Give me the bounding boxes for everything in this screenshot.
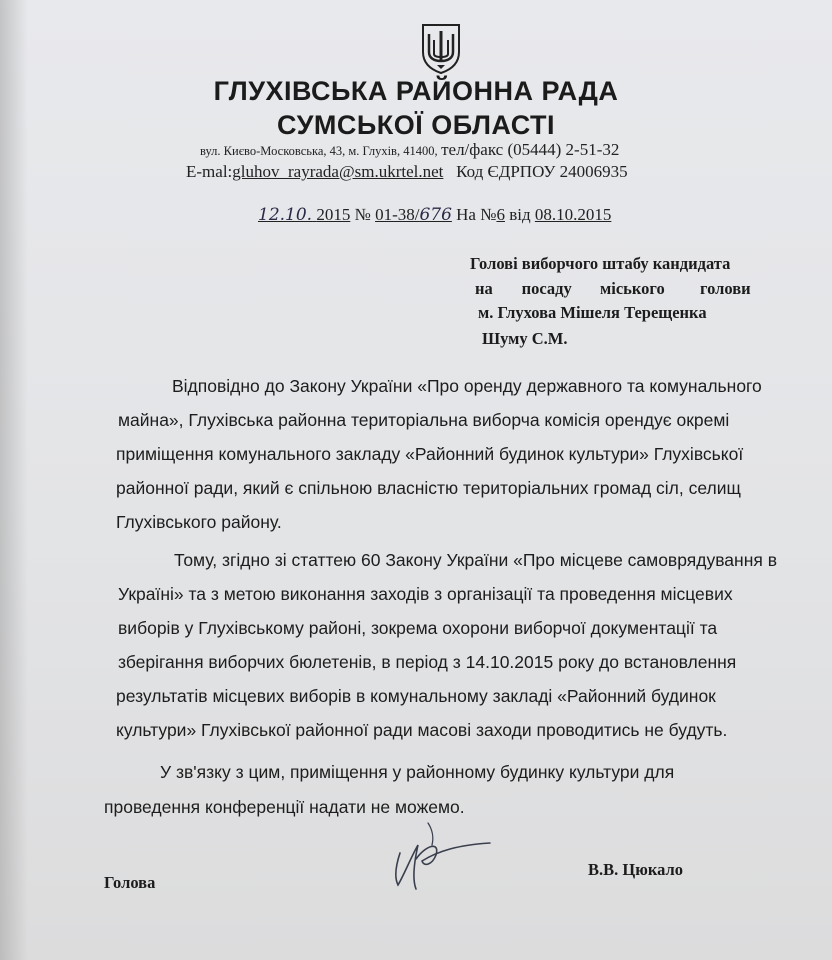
number-prefix: 01-38/ bbox=[375, 205, 420, 224]
from-label: від bbox=[509, 205, 531, 224]
paragraph1-line4: районної ради, який є спільною власністю територіальних громад сіл, селищ bbox=[116, 478, 741, 498]
phone-fax: тел/факс (05444) 2-51-32 bbox=[441, 140, 620, 159]
handwritten-signature bbox=[378, 815, 508, 895]
paragraph3-line1: У зв'язку з цим, приміщення у районному будинку культури для bbox=[160, 762, 675, 782]
email-label: E-mal: bbox=[186, 162, 233, 181]
signer-name: В.В. Цюкало bbox=[588, 860, 683, 879]
signer-position: Голова bbox=[104, 873, 156, 892]
org-name-line2: СУМСЬКОЇ ОБЛАСТІ bbox=[276, 110, 556, 140]
paragraph2-line6: культури» Глухівської районної ради масові заходи проводитись не будуть. bbox=[116, 720, 728, 740]
recipient-line1: Голові виборчого штабу кандидата bbox=[470, 254, 731, 273]
outgoing-year: 2015 bbox=[316, 205, 351, 224]
recipient-word-miskoho: міського bbox=[600, 279, 665, 298]
recipient-line3: м. Глухова Мішеля Терещенка bbox=[478, 303, 707, 322]
recipient-word-holovy: голови bbox=[700, 279, 751, 298]
paragraph2-line5: результатів місцевих виборів в комунальному закладі «Районний будинок bbox=[116, 686, 716, 706]
paragraph2-line1: Тому, згідно зі статтею 60 Закону України «Про місцеве самоврядування в bbox=[174, 550, 777, 570]
number-label: № bbox=[354, 205, 371, 224]
reference-line bbox=[258, 205, 611, 225]
email-line bbox=[186, 162, 628, 182]
in-reply-date: 08.10.2015 bbox=[534, 205, 612, 224]
paragraph1-line1: Відповідно до Закону України «Про оренду державного та комунального bbox=[172, 376, 762, 396]
recipient-word-posadu: посаду bbox=[521, 279, 572, 298]
in-reply-label: На № bbox=[456, 205, 497, 224]
paragraph2-line2: Україні» та з метою виконання заходів з організації та проведення місцевих bbox=[118, 584, 733, 604]
paragraph2-line3: виборів у Глухівському районі, зокрема охорони виборчої документації та bbox=[118, 618, 718, 638]
paragraph1-line2: майна», Глухівська районна територіальна виборча комісія орендує окремі bbox=[118, 410, 730, 430]
email-link[interactable]: gluhov_rayrada@sm.ukrtel.net bbox=[232, 162, 444, 181]
recipient-line4: Шуму С.М. bbox=[482, 329, 568, 348]
in-reply-number: 6 bbox=[496, 205, 505, 224]
recipient-line2-part1 bbox=[475, 279, 572, 299]
paragraph2-line4: зберігання виборчих бюлетенів, в період з 14.10.2015 року до встановлення bbox=[118, 652, 737, 672]
paragraph3-line2: проведення конференції надати не можемо. bbox=[104, 797, 465, 817]
page-shadow bbox=[0, 0, 28, 960]
recipient-word-na: на bbox=[475, 279, 493, 298]
handwritten-date: 12.10. bbox=[258, 205, 313, 225]
address-line bbox=[200, 140, 619, 160]
edrpou-code: Код ЄДРПОУ 24006935 bbox=[456, 162, 628, 181]
trident-coat-of-arms-icon bbox=[420, 22, 462, 74]
org-name-line1: ГЛУХІВСЬКА РАЙОННА РАДА bbox=[213, 76, 619, 106]
postal-address: вул. Києво-Московська, 43, м. Глухів, 41400, bbox=[200, 144, 438, 158]
outgoing-number bbox=[375, 205, 452, 224]
outgoing-date bbox=[258, 205, 350, 224]
paragraph1-line3: приміщення комунального закладу «Районний будинок культури» Глухівської bbox=[116, 444, 744, 464]
paragraph1-line5: Глухівського району. bbox=[116, 512, 282, 532]
handwritten-number: 676 bbox=[419, 205, 452, 225]
